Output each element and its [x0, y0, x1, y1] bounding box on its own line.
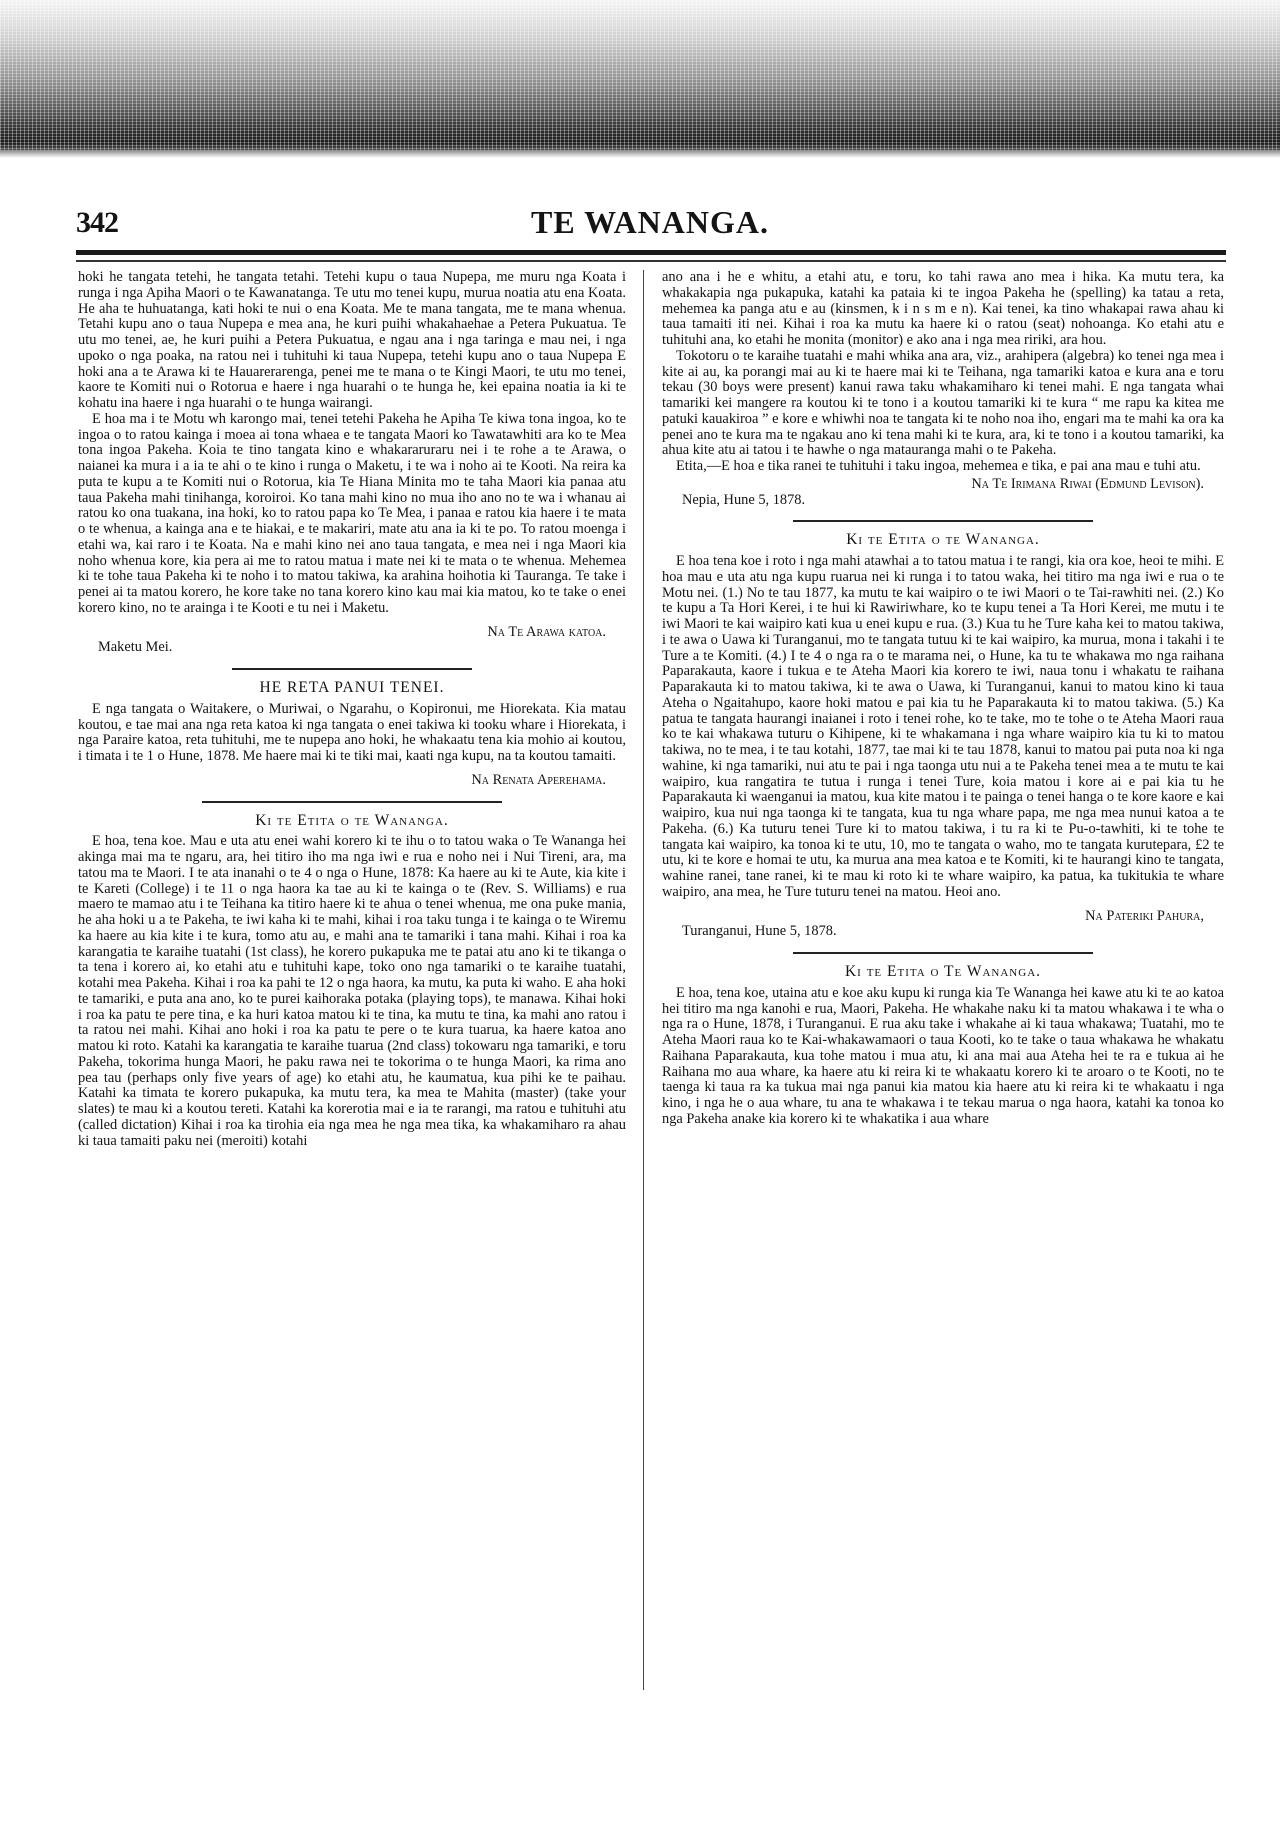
dateline: Nepia, Hune 5, 1878.: [682, 491, 806, 508]
signature: Na Te Arawa katoa.: [487, 623, 606, 640]
article-paragraph: E nga tangata o Waitakere, o Muriwai, o Ngarahu, o Kopironui, me Hiorekata. Kia matau koutou, e tae mai ana nga reta katoa ki nga tangata o enei takiwa ki tooku whare i Hiorekata, i nga Paraire katoa, reta tuhituhi, me te nupepa ano hoki, he whakaatu tena kia mohio ai koutou, i timata i te 1 o Hune, 1878. Me haere mai ki te tiki mai, kaati nga kupu, na ta koutou tamaiti.: [78, 700, 626, 764]
signature: Na Te Irimana Riwai (Edmund Levison).: [971, 475, 1204, 492]
article-paragraph: E hoa ma i te Motu wh karongo mai, tenei tetehi Pakeha he Apiha Te kiwa tona ingoa, ko te ingoa o to ratou kainga i moea ai tona whaea e te tangata Maori ko Tawatawhiti ara ko te Mea tona ingoa Pakeha. Koia te tino tangata kino e whakararuraru nei i te rohe a te Arawa, o naianei ka mura i a ia te ahi o te kino i runga o Maketu, i te wa i noho ai te Kooti. Na reira ka puta te kupu a te Komiti nui o Rotorua, kia Te Hiana Minita mo te taha Maori kia panaa atu taua Pakeha mahi tinihanga, koroiroi. Ko tana mahi kino no mua iho ano no te wa i whanau ai ratou ko ona tuakana, ina hoki, ko to ratou papa ko Te Mea, i panaa e ratou kia haere i te mata o te whenua, a kainga ana e te hiakai, e te makariri, mate atu ana ia ki te po. To ratou moenga i etahi wa, kai raro i te Koata. Na e mahi kino nei ano taua tangata, e mea nei i nga Maori kia noho whenua kore, kia pera ai me to ratou matua i mate nei ki te mata o te whenua. Mehemea ki te tohe taua Pakeha ki te noho i to matou takiwa, ka arahina hoihotia ki Tauranga. Te take i penei ai ta matou korero, he kore take no tana korero kino kau mai kia matou, ko te take o enei korero kino, no te arainga i te Kooti e tu nei i Maketu.: [78, 410, 626, 616]
column-divider: [643, 270, 644, 1690]
article-paragraph: ano ana i he e whitu, a etahi atu, e toru, ko tahi rawa ano mea i hika. Ka mutu tera, ka whakakapia nga pukapuka, katahi ka pataia ki te ingoa Pakeha he (spelling) ka tatau a reta, mehemea ka panga atu e au (kinsmen, k i n s m e n). Kai tenei, ka tino whakapai rawa ahau ki taua tamaiti iti nei. Kihai i roa ka mutu ka haere ki o ratou (seat) nohoanga. Ko etahi atu e tuhituhi ana, ko etahi he monita (monitor) e ako ana i nga mea ririki, ara hou.: [662, 269, 1224, 348]
section-divider: [793, 952, 1093, 954]
section-divider: [232, 668, 472, 670]
article-paragraph: hoki he tangata tetehi, he tangata tetahi. Tetehi kupu o taua Nupepa, me muru nga Koata i runga i nga Apiha Maori o te Kawanatanga. Te utu mo tenei kupu, murua noatia atu ena Koata. He aha te huhuatanga, kati hoki te nui o ena Koata. Me te mana tangata, me te mana whenua. Tetahi kupu ano o taua Nupepa e mea ana, he kuri puihi whakahaehae a Petera Pukuatua. Te utu mo tenei, ae, he kuri puihi a Petera Pukuatua, e ngau ana i nga taringa e mau nei, i nga upoko o nga poaka, na ratou nei i tuhituhi ki taua Nupepa, tetehi kupu ano o taua Nupepa E hoki ana a te Arawa ki te Hauarerarenga, penei me te mana o te Kingi Maori, te utu mo tenei, kaore te Komiti nui o Rotorua e haere i nga huarahi o te hunga he, kei epaina noatia ia ki te kohatu ina haere i nga huarahi o te hunga wairangi.: [78, 269, 626, 411]
right-column: [662, 270, 1224, 1128]
signature: Na Renata Aperehama.: [471, 771, 606, 788]
section-heading: Ki te Etita o Te Wananga.: [844, 963, 1042, 980]
page-number: 342: [76, 206, 118, 239]
header-rule: [76, 250, 1226, 255]
section-divider: [793, 520, 1093, 522]
section-heading: Ki te Etita o te Wananga.: [846, 531, 1040, 549]
masthead-title: TE WANANGA.: [531, 204, 769, 240]
article-paragraph: E hoa, tena koe. Mau e uta atu enei wahi korero ki te ihu o to tatou waka o Te Wananga hei akinga mai ma te ngaru, ara, hei titiro iho ma nga iwi e rua e noho nei i Nui Tireni, ara, ma tatou ma te Maori. I te ata inanahi o te 4 o nga o Hune, 1878: Ka haere au ki te Aute, kia kite i te Kareti (College) i te 11 o nga haora ka tae au ki te kainga o te (Rev. S. Williams) e rua maero te mamao atu i te Teihana ka titiro haere ki te ahua o tenei whenua, me ona puke mania, he aha hoki u a te Pakeha, te iwi kaha ki te mahi, kihai i roa taku tunga i te kainga o te Wiremu ka haere au kia kite i te kura, tomo atu au, e mahi ana te tamariki i tana mahi. Kihai i roa ka karangatia te karaihe tuatahi (1st class), he korero pukapuka me te patai atu ano ki te tikanga o ta tena i korero ai, ko etahi atu e tuhituhi kape, toko ono nga tamariki o te karaihe tuatahi, kotahi mea Pakeha. Kihai i roa ka pahi te 12 o nga haora, ka mutu, ka puta ki waho. E aha hoki te tamariki, e puta ana ano, ko te purei kaihoraka potaka (playing tops), te manawa. Kihai hoki i roa ka patu te pere tina, e ka huri katoa matou ki te tina, ka mutu te tina, ka mahi ano ratou i ta ratou nei mahi. Kihai ano hoki i roa ka patu te pere o te kura tuarua, ka haere katoa ano matou ki roto. Katahi ka karangatia te karaihe tuarua (2nd class) tokowaru nga tamariki, e toru Pakeha, tokorima hunga Maori, he paku rawa nei te tokorima o te hunga Maori, ka rima ano pea tau (perhaps only five years of age) ko etahi atu, he kaumatua, kua pihi ke te paihau. Katahi ka timata te korero pukapuka, ka mutu tera, ka mea te Mahita (master) (take your slates) te mau ki a koutou tereti. Katahi ka korerotia mai e ia te rarangi, ma ratou e tuhituhi atu (called dictation) Kihai i roa ka tirohia eia nga mea he nga mea tika, ka whakamiharo ra ahau ki taua tamaiti paku nei (meroiti) kotahi: [78, 833, 626, 1149]
signature: Na Pateriki Pahura,: [1085, 907, 1204, 924]
left-column: [78, 270, 626, 1149]
article-paragraph: E hoa tena koe i roto i nga mahi atawhai a to tatou matua i te rangi, kia ora koe, heoi te mihi. E hoa mau e uta atu nga kupu ruarua nei ki runga i to tatou waka, hei titiro ma nga iwi e rua o te Motu nei. (1.) No te tau 1877, ka mutu te kai waipiro o te iwi Maori o te Tai-rawhiti nei. (2.) Ko te kupu a Ta Hori Kerei, i te hui ki Rawiriwhare, ko te kupu tenei a Ta Hori Kerei, me mutu i te iwi Maori te kai waipiro kati kua u enei kupu e rua. (3.) Kua tu he Ture kaha kei to matou takiwa, i te awa o Uawa ki Turanganui, mo te tangata tutuu ki te kai waipiro, ka murua, mona i takahi i te Ture a te Komiti. (4.) I te 4 o nga ra o te marama nei, o Hune, ka tu te whakawa mo nga raihana Paparakauta, kaore i tukua e te Ateha Maori kia korero te iwi, naua tonu i whakatu te raihana Paparakauta ki to matou takiwa, ki te awa o Uawa, ki Turanganui, kanui to matou kino ki taua Ateha o Ngaitahupo, kaore hoki matou e pai kia tu he Paparakauta ki to matou takiwa. (5.) Ka patua te tangata haurangi inaianei i roto i tenei rohe, ko te take, mo te tohe o te Ateha Maori raua ko te kai whakawa tuturu o Kihipene, ki te whakamana i nga whare waipiro kia tu ki to matou takiwa, no te mea, i te tau kotahi, 1877, tae mai ki te tau 1878, kanui to matou pai puta noa ki nga wahine, ki nga tamariki, nui atu te pai i nga taonga utu nui a te Pakeha tenei mea a te mutu te kai waipiro, kua rangatira te tutua i runga i tenei Ture, koia matou i kore ai e pai kia tu he Paparakauta ki waenganui ia matou, kua kite matou i te painga o tenei hanga o te kore kaore e kai waipiro, kua nui nga taonga ki te tangata, kua tu nga whare papa, me nga mea nunui katoa a te Pakeha. (6.) Ka tuturu tenei Ture ki to matou takiwa, i tu ra ki te Pu-o-tawhiti, ki te tohe te tangata kai waipiro, ka tonoa ki te utu, 10, mo te tangata o waho, mo te tangata kurutepara, £2 te utu, ki te kore e homai te utu, ka murua ana mea katoa e te Komiti, ki te haurangi kino te tangata, wahine ranei, tane ranei, ki te mau ki roto ki te whare waipiro, ka patua, ka tukitukia te whare waipiro, ana mea, he Ture tuturu tenei na matou. Heoi ano.: [662, 553, 1224, 900]
section-heading: HE RETA PANUI TENEI.: [259, 679, 445, 696]
article-paragraph: E hoa, tena koe, utaina atu e koe aku kupu ki runga kia Te Wananga hei kawe atu ki te ao katoa hei titiro ma nga kanohi e rua, Maori, Pakeha. He whakahe naku ki ta matou whakawa i te wha o nga ra o Hune, 1878, i Turanganui. E rua aku take i whakahe ai ki taua whakawa; Tuatahi, mo te Ateha Maori raua ko te Kai-whakawamaori o taua Kooti, ko te take o taua whakawa he whakatu Raihana Paparakauta, kua tohe matou i mua atu, ki ana mai aua Ateha hei te ra e tukua ai he Raihana mo aua whare, ka haere atu ki reira ki te whakaatu korero ki te aroaro o te Kooti, no te taenga ki taua ra ka tukua mai nga panui kia matou kia haere atu ki reira ki te whakaatu i nga kino, i nga he o aua whare, tu ana te whakawa i te tekau marua o nga haora, katahi ka tonoa ko nga Pakeha anake kia korero ki te whakatika i aua whare: [662, 984, 1224, 1127]
article-paragraph: Etita,—E hoa e tika ranei te tuhituhi i taku ingoa, mehemea e tika, e pai ana mau e tuhi atu.: [676, 458, 1201, 474]
section-divider: [202, 801, 502, 803]
article-paragraph: Tokotoru o te karaihe tuatahi e mahi whika ana ara, viz., arahipera (algebra) ko tenei nga mea i kite ai au, ka porangi mai au ki te haere mai ki te Teihana, nga tamariki katoa e kura ana e toru tekau (30 boys were present) kanui rawa taku whakamiharo ki tenei mahi. E nga tangata whai tamariki kei mangere ra koutou ki te tono i a koutou tamariki ki te kura “ me rapu ka kitea me patuki kauakiroa ” e kore e whiwhi noa te tangata ki te noho noa iho, engari ma te mahi ka ora ka penei ano te kura ma te ngakau ano ki tena mahi ki te kura, ara, ki te tono i a koutou tamariki, ka ahua kite atu ai tatou i te hawhe o nga matauranga mahi o te Pakeha.: [662, 347, 1224, 459]
scan-dark-margin: [0, 0, 1280, 155]
dateline: Turanganui, Hune 5, 1878.: [682, 923, 837, 940]
scan-edge: [0, 150, 1280, 158]
dateline: Maketu Mei.: [98, 639, 173, 656]
section-heading: Ki te Etita o te Wananga.: [255, 811, 449, 829]
header-rule-thin: [76, 260, 1226, 262]
